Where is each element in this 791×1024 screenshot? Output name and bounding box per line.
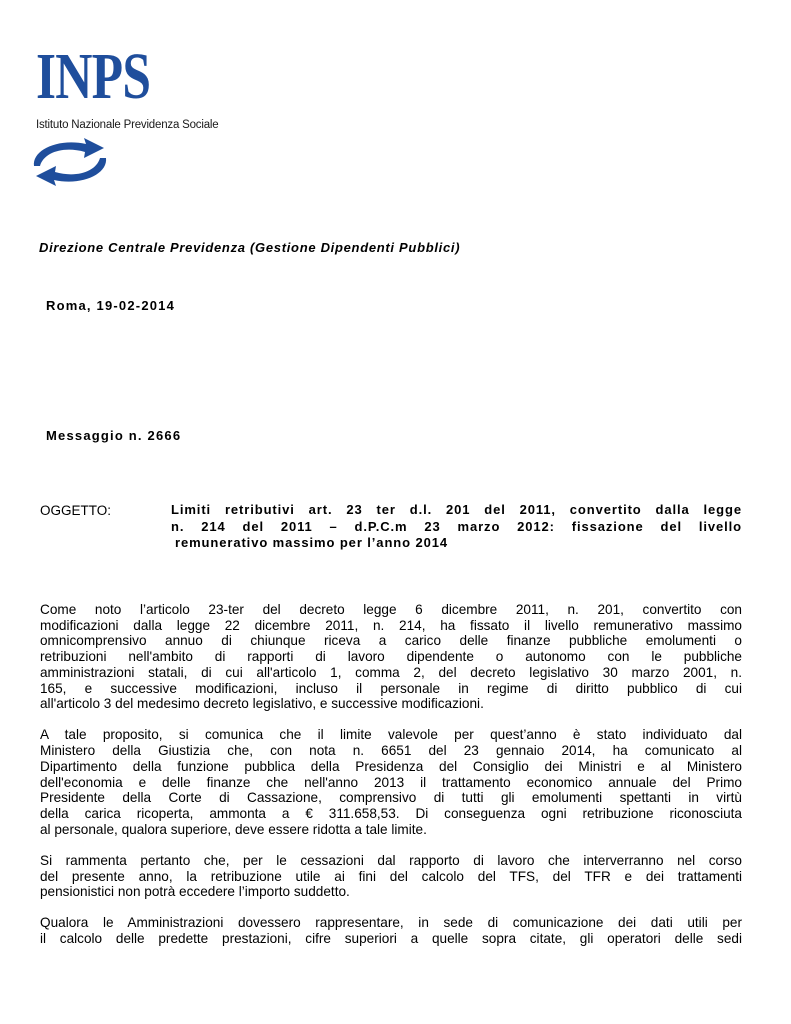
body-line: del presente anno, la retribuzione utile ai fini del calcolo del TFS, del TFR e dei trattamenti	[40, 868, 742, 884]
body-line: Ministero della Giustizia che, con nota n. 6651 del 23 gennaio 2014, ha comunicato al	[40, 743, 742, 759]
body-line: A tale proposito, si comunica che il limite valevole per quest’anno è stato individuato dal	[40, 727, 742, 743]
body-line: al personale, qualora superiore, deve essere ridotta a tale limite.	[40, 821, 427, 837]
body-line: pensionistici non potrà eccedere l’importo suddetto.	[40, 884, 350, 900]
body-line: Dipartimento della funzione pubblica della Presidenza del Consiglio dei Ministri e al Ministero	[40, 758, 742, 774]
body-line: amministrazioni statali, di cui all'articolo 1, comma 2, del decreto legislativo 30 marzo 2001, n.	[40, 664, 742, 680]
inps-logo	[28, 40, 268, 194]
body-paragraph	[40, 727, 742, 837]
subject-line: Limiti retributivi art. 23 ter d.l. 201 del 2011, convertito dalla legge	[171, 502, 742, 517]
body-line: Si rammenta pertanto che, per le cessazioni dal rapporto di lavoro che interverranno nel corso	[40, 852, 742, 868]
body-line: Presidente della Corte di Cassazione, comprensivo di tutti gli emolumenti spettanti in virtù	[40, 790, 742, 806]
body-paragraph	[40, 853, 742, 900]
document-date: Roma, 19-02-2014	[46, 298, 176, 313]
logo-wordmark: INPS	[36, 40, 151, 113]
subject-label: OGGETTO:	[40, 503, 112, 518]
body-line: Come noto l’articolo 23-ter del decreto legge 6 dicembre 2011, n. 201, convertito con	[40, 602, 742, 617]
logo-subtitle: Istituto Nazionale Previdenza Sociale	[36, 119, 219, 131]
subject-line: remunerativo massimo per l’anno 2014	[175, 535, 448, 550]
body-line: modificazioni dalla legge 22 dicembre 2011, n. 214, ha fissato il livello remunerativo massimo	[40, 617, 742, 633]
body-line: retribuzioni nell'ambito di rapporti di lavoro dipendente o autonomo con le pubbliche	[40, 649, 742, 665]
body-line: della carica ricoperta, ammonta a € 311.658,53. Di conseguenza ogni retribuzione riconosciuta	[40, 805, 742, 821]
body-line: Qualora le Amministrazioni dovessero rappresentare, in sede di comunicazione dei dati utili per	[40, 915, 742, 931]
body-paragraph	[40, 602, 742, 712]
subject-text	[171, 502, 742, 552]
body-line: il calcolo delle predette prestazioni, cifre superiori a quelle sopra citate, gli operatori delle sedi	[40, 931, 742, 947]
body-line: all'articolo 3 del medesimo decreto legislativo, e successive modificazioni.	[40, 696, 484, 712]
body-line: 165, e successive modificazioni, incluso il personale in regime di diritto pubblico di cui	[40, 680, 742, 696]
department-heading: Direzione Centrale Previdenza (Gestione Dipendenti Pubblici)	[39, 240, 461, 255]
inps-arrows-icon	[28, 136, 112, 188]
message-number: Messaggio n. 2666	[46, 428, 182, 443]
message-body	[40, 602, 742, 962]
body-line: omnicomprensivo annuo di chiunque riceva a carico delle finanze pubbliche emolumenti o	[40, 633, 742, 649]
body-line: dell'economia e delle finanze che nell'anno 2013 il trattamento economico annuale del Primo	[40, 774, 742, 790]
body-paragraph	[40, 915, 742, 946]
subject-line: n. 214 del 2011 – d.P.C.m 23 marzo 2012: fissazione del livello	[171, 518, 742, 534]
